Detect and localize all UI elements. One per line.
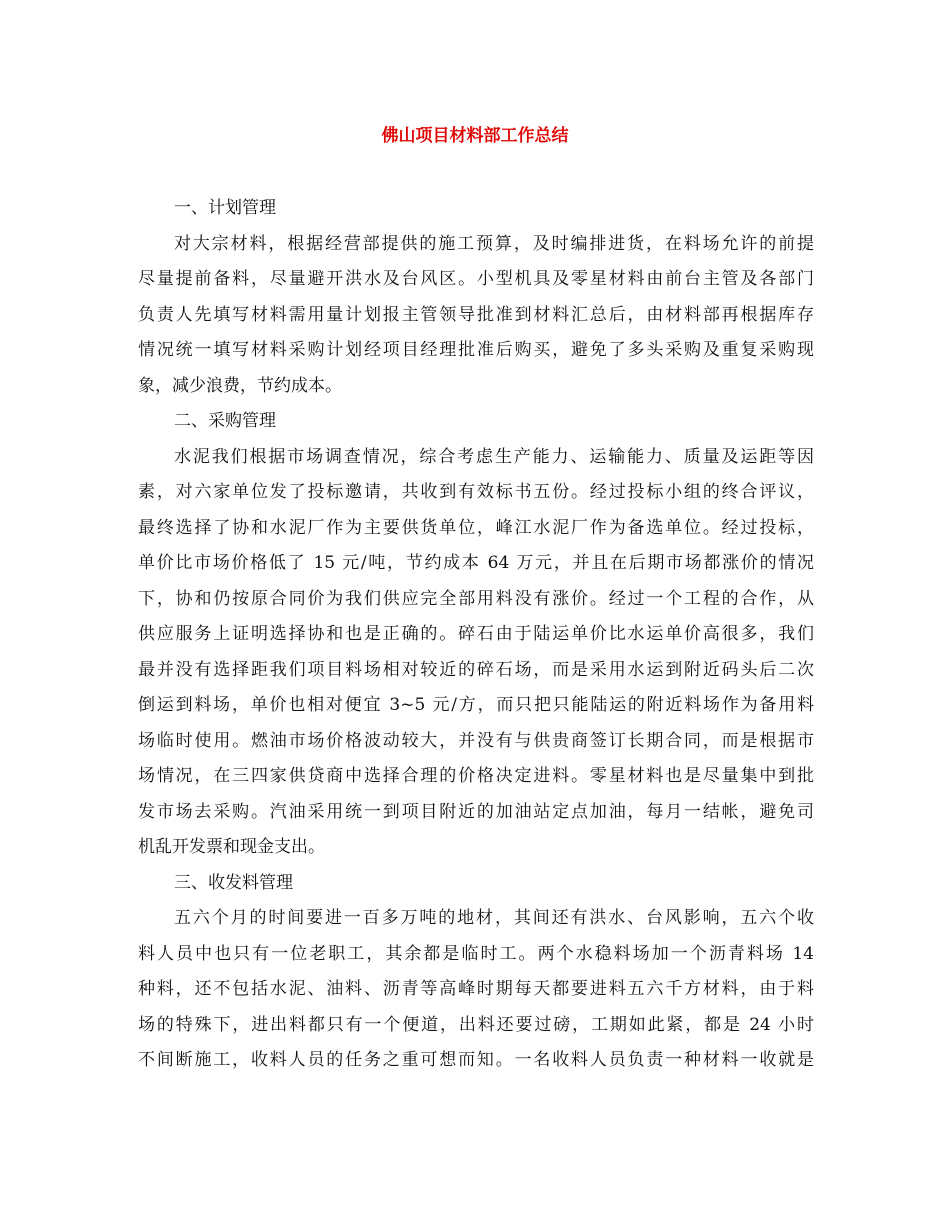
paragraph-line: 供应服务上证明选择协和也是正确的。碎石由于陆运单价比水运单价高很多，我们 — [138, 624, 814, 644]
paragraph-line: 种料，还不包括水泥、油料、沥青等高峰时期每天都要进料五六千方材料，由于料 — [138, 979, 814, 999]
paragraph-line: 场的特殊下，进出料都只有一个便道，出料还要过磅，工期如此紧，都是 24 小时 — [138, 1014, 814, 1035]
section-heading-receiving: 三、收发料管理 — [174, 872, 293, 893]
paragraph-line: 不间断施工，收料人员的任务之重可想而知。一名收料人员负责一种材料一收就是 — [138, 1050, 814, 1070]
document-body — [138, 191, 814, 1079]
paragraph-line: 机乱开发票和现金支出。 — [138, 837, 325, 857]
section-heading-purchasing: 二、采购管理 — [174, 411, 276, 431]
paragraph-line: 下，协和仍按原合同价为我们供应完全部用料没有涨价。经过一个工程的合作，从 — [138, 588, 814, 609]
paragraph-line: 对大宗材料，根据经营部提供的施工预算，及时编排进货，在料场允许的前提 — [174, 233, 814, 254]
paragraph-line: 尽量提前备料，尽量避开洪水及台风区。小型机具及零星材料由前台主管及各部门 — [138, 269, 814, 289]
paragraph-line: 倒运到料场，单价也相对便宜 3~5 元/方，而只把只能陆运的附近料场作为备用料 — [138, 695, 814, 715]
paragraph-line: 发市场去采购。汽油采用统一到项目附近的加油站定点加油，每月一结帐，避免司 — [138, 801, 814, 822]
paragraph-line: 水泥我们根据市场调查情况，综合考虑生产能力、运输能力、质量及运距等因 — [174, 446, 814, 467]
paragraph-line: 最终选择了协和水泥厂作为主要供货单位，峰江水泥厂作为备选单位。经过投标， — [138, 517, 814, 538]
paragraph-line: 情况统一填写材料采购计划经项目经理批准后购买，避免了多头采购及重复采购现 — [138, 340, 814, 360]
document-title: 佛山项目材料部工作总结 — [381, 126, 569, 146]
paragraph-line: 象，减少浪费，节约成本。 — [138, 375, 342, 396]
paragraph-line: 单价比市场价格低了 15 元/吨，节约成本 64 万元，并且在后期市场都涨价的情况 — [138, 553, 814, 573]
section-heading-plan: 一、计划管理 — [174, 198, 276, 218]
paragraph-line: 料人员中也只有一位老职工，其余都是临时工。两个水稳料场加一个沥青料场 14 — [138, 943, 814, 964]
paragraph-line: 负责人先填写材料需用量计划报主管领导批准到材料汇总后，由材料部再根据库存 — [138, 304, 814, 325]
paragraph-line: 最并没有选择距我们项目料场相对较近的碎石场，而是采用水运到附近码头后二次 — [138, 659, 814, 680]
paragraph-line: 素，对六家单位发了投标邀请，共收到有效标书五份。经过投标小组的终合评议， — [138, 482, 814, 502]
paragraph-line: 五六个月的时间要进一百多万吨的地材，其间还有洪水、台风影响，五六个收 — [174, 908, 814, 928]
paragraph — [138, 227, 814, 405]
paragraph-line: 场临时使用。燃油市场价格波动较大，并没有与供贵商签订长期合同，而是根据市 — [138, 730, 814, 751]
paragraph — [138, 901, 814, 1079]
paragraph-line: 场情况，在三四家供贷商中选择合理的价格决定进料。零星材料也是尽量集中到批 — [138, 766, 814, 786]
paragraph — [138, 440, 814, 866]
